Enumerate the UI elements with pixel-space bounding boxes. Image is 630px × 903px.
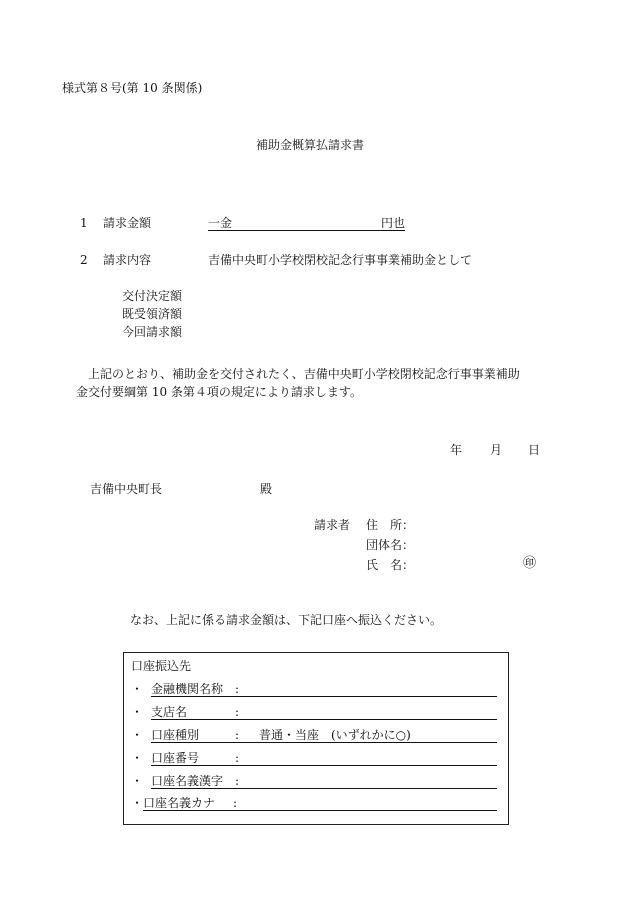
- item-label-content: 請求内容: [103, 253, 152, 267]
- bank-value: 普通・当座 (いずれかに○): [259, 728, 411, 742]
- document-title: 補助金概算払請求書: [256, 138, 365, 152]
- item-number: 1: [80, 216, 88, 230]
- bank-label: 口座名義漢字: [151, 774, 224, 788]
- amount-prefix: 一金: [208, 216, 233, 230]
- date-month: 月: [490, 443, 503, 457]
- bullet: ・: [131, 705, 144, 719]
- bank-account-box: [123, 652, 509, 825]
- bank-row-institution[interactable]: [131, 681, 501, 697]
- bank-row-type[interactable]: [131, 727, 501, 743]
- bullet: ・: [131, 751, 144, 765]
- content-value: 吉備中央町小学校閉校記念行事事業補助金として: [208, 253, 473, 267]
- colon: :: [235, 751, 240, 765]
- requester-address-label: 住 所：: [366, 518, 415, 532]
- item-number: 2: [80, 253, 88, 267]
- bullet: ・: [131, 774, 144, 788]
- bank-row-branch[interactable]: [131, 704, 501, 720]
- bank-row-number[interactable]: [131, 750, 501, 766]
- form-number: 様式第８号(第 10 条関係): [62, 81, 203, 95]
- sub-item-decided: 交付決定額: [122, 289, 183, 303]
- requester-group-label: 団体名：: [366, 538, 415, 552]
- colon: :: [235, 705, 240, 719]
- bank-label: 口座種別: [151, 728, 200, 742]
- bank-label: 支店名: [151, 705, 188, 719]
- sub-item-current: 今回請求額: [122, 325, 183, 339]
- colon: :: [235, 774, 240, 788]
- body-text-line2: 金交付要綱第 10 条第４項の規定により請求します。: [76, 385, 362, 399]
- bullet: ・: [131, 682, 144, 696]
- item-label-amount: 請求金額: [103, 216, 152, 230]
- requester-heading: 請求者: [314, 518, 351, 532]
- colon: :: [235, 682, 240, 696]
- bank-label: 金融機関名称: [151, 682, 224, 696]
- bank-box-heading: 口座振込先: [131, 659, 192, 673]
- field-underline: [151, 704, 497, 720]
- body-text-line1: 上記のとおり、補助金を交付されたく、吉備中央町小学校閉校記念行事事業補助: [88, 367, 520, 381]
- colon: :: [233, 796, 238, 810]
- bank-label: 口座名義カナ: [143, 796, 216, 810]
- date-year: 年: [450, 443, 463, 457]
- bullet: ・: [131, 796, 144, 810]
- transfer-note: なお、上記に係る請求金額は、下記口座へ振込ください。: [130, 613, 443, 627]
- field-underline: [151, 750, 497, 766]
- addressee-name: 吉備中央町長: [90, 482, 163, 496]
- bank-row-holder-kanji[interactable]: [131, 773, 501, 789]
- amount-field[interactable]: [208, 215, 405, 231]
- bank-row-holder-kana[interactable]: [131, 795, 501, 811]
- date-day: 日: [528, 443, 541, 457]
- colon: :: [235, 728, 240, 742]
- seal-mark: ㊞: [523, 556, 537, 571]
- bullet: ・: [131, 728, 144, 742]
- sub-item-received: 既受領済額: [122, 307, 183, 321]
- bank-label: 口座番号: [151, 751, 200, 765]
- amount-suffix: 円也: [380, 216, 405, 230]
- addressee-honorific: 殿: [260, 482, 273, 496]
- requester-name-label: 氏 名：: [366, 558, 415, 572]
